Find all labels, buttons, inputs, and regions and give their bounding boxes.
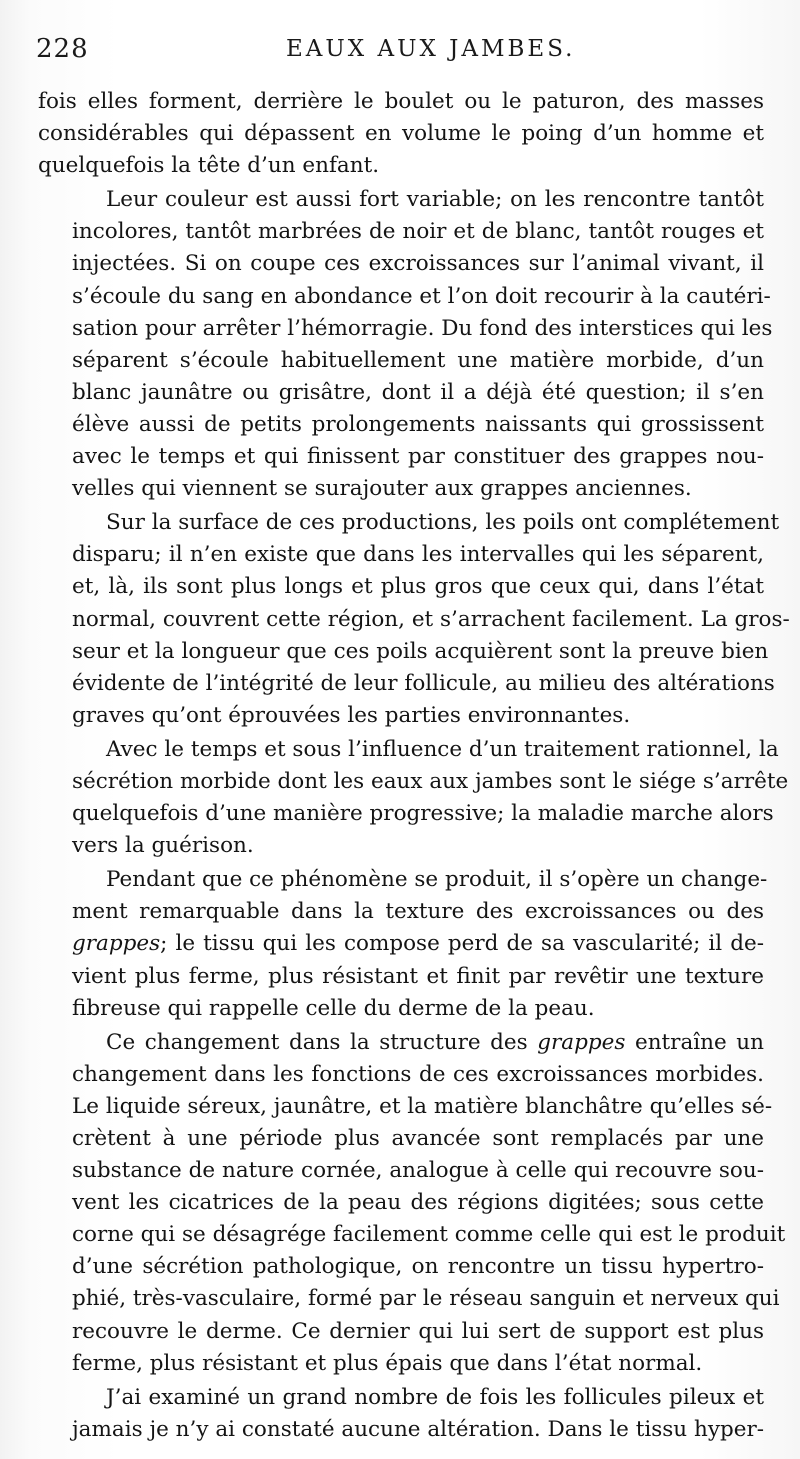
italic-term: grappes — [72, 931, 161, 957]
text-line: velles qui viennent se surajouter aux grappes anciennes. — [72, 476, 692, 502]
text-line: vers la guérison. — [72, 833, 254, 859]
text-line: fois elles forment, derrière le boulet ou le paturon, des masses — [38, 89, 764, 114]
text-line: s’écoule du sang en abondance et l’on doit recourir à la cautéri- — [72, 283, 771, 309]
paragraph — [38, 1027, 786, 1380]
text-line: J’ai examiné un grand nombre de fois les follicules pileux et — [106, 1384, 764, 1410]
paragraph — [38, 86, 764, 182]
text-line: Sur la surface de ces productions, les poils ont complétement — [106, 510, 780, 536]
text-line: vient plus ferme, plus résistant et finit par revêtir une texture — [72, 963, 764, 989]
text-line: élève aussi de petits prolongements naissants qui grossissent — [72, 411, 764, 437]
text-line: Le liquide séreux, jaunâtre, et la matière blanchâtre qu’elles sé- — [72, 1093, 773, 1119]
text-line: phié, très-vasculaire, formé par le réseau sanguin et nerveux qui — [72, 1286, 780, 1312]
text-line: injectées. Si on coupe ces excroissances sur l’animal vivant, il — [72, 251, 764, 277]
text-line: avec le temps et qui finissent par constituer des grappes nou- — [72, 444, 764, 470]
text-line: séparent s’écoule habituellement une matière morbide, d’un — [72, 347, 764, 373]
text-line: grappes; le tissu qui les compose perd de sa vascularité; il de- — [72, 931, 764, 957]
text-line: normal, couvrent cette région, et s’arrachent facilement. La gros- — [72, 606, 790, 632]
text-line: recouvre le derme. Ce dernier qui lui sert de support est plus — [72, 1318, 764, 1344]
text-line: Avec le temps et sous l’influence d’un traitement rationnel, la — [106, 736, 779, 762]
paragraph — [38, 507, 790, 732]
text-line: vent les cicatrices de la peau des régions digitées; sous cette — [72, 1190, 764, 1216]
text-line: ment remarquable dans la texture des excroissances ou des — [72, 899, 764, 925]
text-line: Leur couleur est aussi fort variable; on les rencontre tantôt — [106, 187, 764, 213]
page-number: 228 — [36, 34, 89, 64]
page-header — [36, 30, 736, 70]
body-text — [38, 86, 790, 1446]
text-line: d’une sécrétion pathologique, on rencontre un tissu hypertro- — [72, 1254, 764, 1280]
text-line: sécrétion morbide dont les eaux aux jambes sont le siége s’arrête — [72, 768, 789, 794]
text-line: seur et la longueur que ces poils acquièrent sont la preuve bien — [72, 638, 769, 664]
text-line: ferme, plus résistant et plus épais que dans l’état normal. — [72, 1350, 703, 1376]
text-line: blanc jaunâtre ou grisâtre, dont il a déjà été question; il s’en — [72, 379, 764, 405]
text-line: jamais je n’y ai constaté aucune altération. Dans le tissu hyper- — [72, 1416, 764, 1442]
paragraph — [38, 864, 768, 1024]
text-line: quelquefois la tête d’un enfant. — [38, 153, 380, 179]
text-line: Pendant que ce phénomène se produit, il s’opère un change- — [106, 867, 768, 893]
text-line: et, là, ils sont plus longs et plus gros que ceux qui, dans l’état — [72, 574, 764, 600]
text-line: Ce changement dans la structure des grappes entraîne un — [106, 1029, 764, 1055]
text-line: quelquefois d’une manière progressive; la maladie marche alors — [72, 801, 774, 827]
italic-term: grappes — [537, 1029, 626, 1055]
paragraph — [38, 184, 773, 505]
text-line: sation pour arrêter l’hémorragie. Du fond des interstices qui les — [72, 315, 773, 341]
paragraph — [38, 734, 789, 862]
text-line: incolores, tantôt marbrées de noir et de blanc, tantôt rouges et — [72, 219, 764, 245]
paragraph — [38, 1382, 764, 1446]
text-line: crètent à une période plus avancée sont remplacés par une — [72, 1126, 764, 1151]
text-line: graves qu’ont éprouvées les parties environnantes. — [72, 702, 631, 728]
text-line: évidente de l’intégrité de leur follicule, au milieu des altérations — [72, 670, 775, 696]
running-head: EAUX AUX JAMBES. — [286, 36, 576, 62]
text-line: considérables qui dépassent en volume le poing d’un homme et — [38, 121, 764, 147]
text-line: corne qui se désagrége facilement comme celle qui est le produit — [72, 1222, 786, 1248]
text-line: changement dans les fonctions de ces excroissances morbides. — [72, 1061, 764, 1087]
text-line: disparu; il n’en existe que dans les intervalles qui les séparent, — [72, 542, 764, 568]
text-line: fibreuse qui rappelle celle du derme de la peau. — [72, 995, 595, 1021]
text-line: substance de nature cornée, analogue à celle qui recouvre sou- — [72, 1158, 764, 1184]
